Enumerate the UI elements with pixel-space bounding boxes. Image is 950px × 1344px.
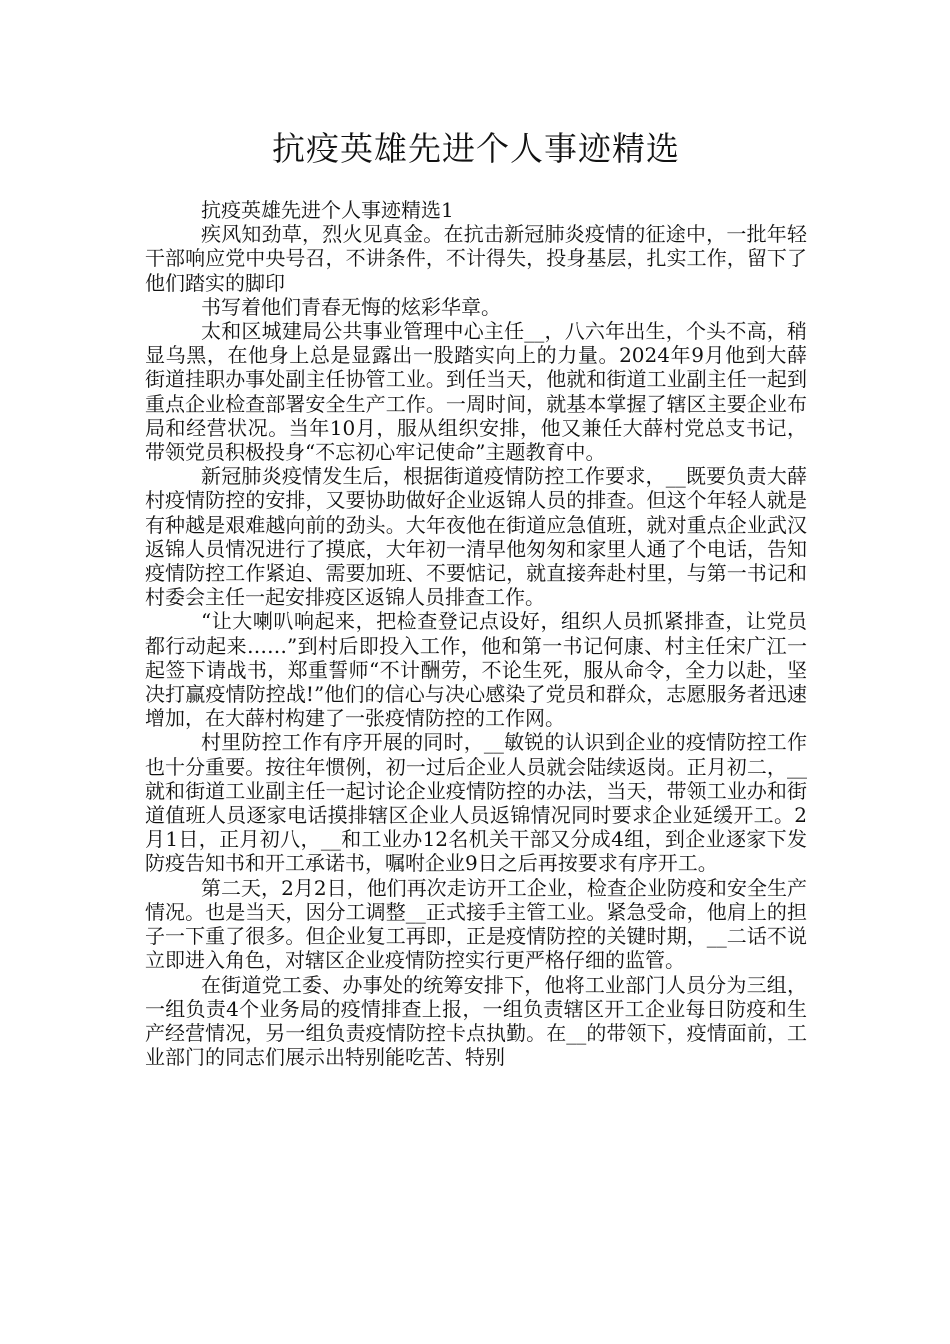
paragraph: 村里防控工作有序开展的同时，__敏锐的认识到企业的疫情防控工作也十分重要。按往年惯例，初一过后企业人员就会陆续返岗。正月初二，__就和街道工业副主任一起讨论企业疫情防控的办法，当天，带领工业办和街道值班人员逐家电话摸排辖区企业人员返锦情况同时要求企业延缓开工。2月1日，正月初八，__和工业办12名机关干部又分成4组，到企业逐家下发防疫告知书和开工承诺书，嘱咐企业9日之后再按要求有序开工。 (145, 730, 807, 876)
paragraph: 疾风知劲草，烈火见真金。在抗击新冠肺炎疫情的征途中，一批年轻干部响应党中央号召，不讲条件，不计得失，投身基层，扎实工作，留下了他们踏实的脚印 (145, 222, 807, 295)
document-page (145, 0, 807, 1344)
paragraph: 书写着他们青春无悔的炫彩华章。 (201, 294, 501, 319)
paragraph: 新冠肺炎疫情发生后，根据街道疫情防控工作要求，__既要负责大薛村疫情防控的安排，又要协助做好企业返锦人员的排查。但这个年轻人就是有种越是艰难越向前的劲头。大年夜他在街道应急值班，就对重点企业武汉返锦人员情况进行了摸底，大年初一清早他匆匆和家里人通了个电话，告知疫情防控工作紧迫、需要加班、不要惦记，就直接奔赴村里，与第一书记和村委会主任一起安排疫区返锦人员排查工作。 (145, 464, 807, 610)
document-body (145, 198, 807, 1069)
paragraph: 太和区城建局公共事业管理中心主任__，八六年出生，个头不高，稍显乌黑，在他身上总是显露出一股踏实向上的力量。2024年9月他到大薛街道挂职办事处副主任协管工业。到任当天，他就和街道工业副主任一起到重点企业检查部署安全生产工作。一周时间，就基本掌握了辖区主要企业布局和经营状况。当年10月，服从组织安排，他又兼任大薛村党总支书记，带领党员积极投身“不忘初心牢记使命”主题教育中。 (145, 319, 807, 465)
paragraph: 第二天，2月2日，他们再次走访开工企业，检查企业防疫和安全生产情况。也是当天，因分工调整__正式接手主管工业。紧急受命，他肩上的担子一下重了很多。但企业复工再即，正是疫情防控的关键时期，__二话不说立即进入角色，对辖区企业疫情防控实行更严格仔细的监管。 (145, 875, 807, 973)
paragraph: “让大喇叭响起来，把检查登记点设好，组织人员抓紧排查，让党员都行动起来……”到村后即投入工作，他和第一书记何康、村主任宋广江一起签下请战书，郑重誓师“不计酬劳，不论生死，服从命令，全力以赴，坚决打赢疫情防控战!”他们的信心与决心感染了党员和群众，志愿服务者迅速增加，在大薛村构建了一张疫情防控的工作网。 (145, 609, 807, 731)
paragraph: 在街道党工委、办事处的统筹安排下，他将工业部门人员分为三组，一组负责4个业务局的疫情排查上报，一组负责辖区开工企业每日防疫和生产经营情况，另一组负责疫情防控卡点执勤。在__的带领下，疫情面前，工业部门的同志们展示出特别能吃苦、特别 (145, 972, 807, 1070)
document-title: 抗疫英雄先进个人事迹精选 (272, 129, 680, 168)
section-heading: 抗疫英雄先进个人事迹精选1 (201, 198, 454, 222)
